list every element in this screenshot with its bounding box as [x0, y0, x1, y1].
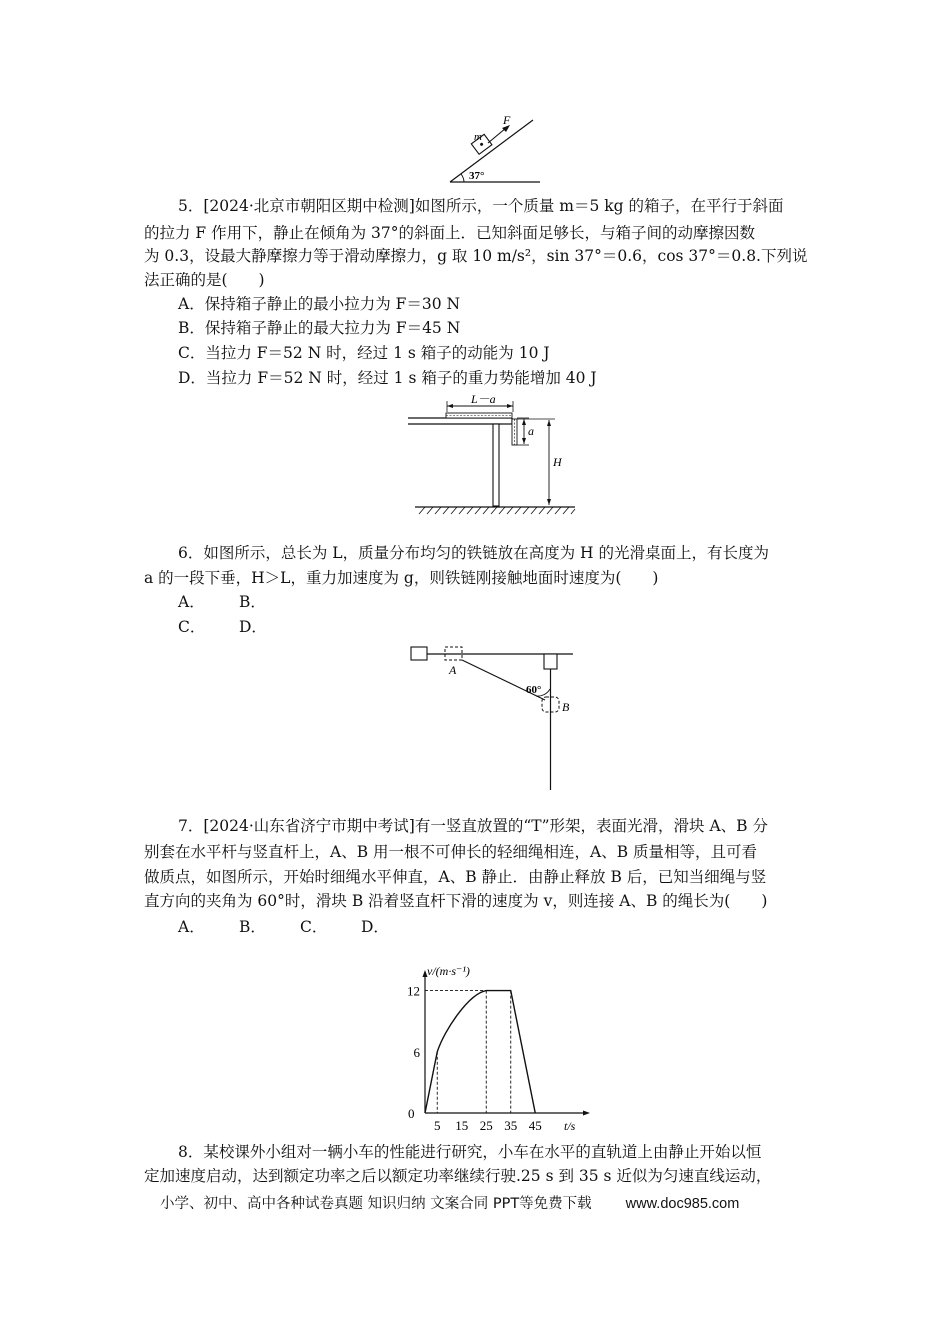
block-a-initial: [411, 647, 427, 660]
q5-option-d: D．当拉力 F＝52 N 时，经过 1 s 箱子的重力势能增加 40 J: [178, 369, 597, 387]
footer-text: 小学、初中、高中各种试卷真题 知识归纳 文案合同 PPT等免费下载: [160, 1196, 592, 1212]
q7-option-b: B．: [239, 918, 266, 936]
footer-url[interactable]: www.doc985.com: [625, 1196, 740, 1212]
x-tick-label: 15: [455, 1118, 469, 1132]
q5-line-4: 法正确的是( ): [144, 271, 265, 289]
x-tick-label: 35: [504, 1118, 518, 1132]
block-b-initial: [544, 654, 557, 669]
q6-option-d: D．: [239, 618, 267, 636]
q6-line-2: a 的一段下垂，H＞L，重力加速度为 g，则铁链刚接触地面时速度为( ): [144, 569, 659, 587]
x-axis-arrow: [583, 1111, 590, 1116]
y-tick-label: 12: [407, 983, 420, 999]
q5-line-2: 的拉力 F 作用下，静止在倾角为 37°的斜面上．已知斜面足够长，与箱子间的动摩擦因数: [144, 224, 756, 242]
angle-label-60: 60°: [526, 684, 542, 696]
x-tick-label: 45: [528, 1118, 542, 1132]
q7-line-1: 7．[2024·山东省济宁市期中考试]有一竖直放置的“T”形架，表面光滑，滑块 A、B 分: [178, 817, 768, 835]
q5-option-a: A．保持箱子静止的最小拉力为 F＝30 N: [178, 295, 461, 313]
velocity-time-chart: [390, 960, 600, 1132]
t-frame-figure: [405, 640, 580, 792]
force-arrow: [488, 128, 506, 143]
q6-option-a: A．: [178, 593, 205, 611]
label-a: A: [449, 663, 457, 677]
x-axis-label: t/s: [564, 1119, 576, 1132]
ground-hatch: [419, 507, 575, 514]
angle-arc: [461, 174, 464, 182]
q7-line-4: 直方向的夹角为 60°时，滑块 B 沿着竖直杆下滑的速度为 v，则连接 A、B 的绳长为( ): [144, 892, 768, 910]
x-tick-label: 5: [434, 1118, 441, 1132]
table-leg: [493, 424, 499, 506]
h-label: H: [553, 455, 562, 469]
chain-table-figure: [405, 392, 580, 520]
q7-option-c: C．: [300, 918, 328, 936]
mass-label: m: [474, 131, 482, 143]
q8-line-2: 定加速度启动，达到额定功率之后以额定功率继续行驶.25 s 到 35 s 近似为匀速直线运动，: [144, 1167, 772, 1185]
origin-label: 0: [408, 1106, 415, 1121]
q7-line-3: 做质点，如图所示，开始时细绳水平伸直，A、B 静止．由静止释放 B 后，已知当细绳与竖: [144, 868, 767, 886]
y-tick-label: 6: [413, 1044, 420, 1060]
x-tick-label: 25: [479, 1118, 493, 1132]
velocity-curve: [425, 991, 535, 1113]
q8-line-1: 8．某校课外小组对一辆小车的性能进行研究，小车在水平的直轨道上由静止开始以恒: [178, 1143, 762, 1161]
incline-figure: [440, 112, 545, 188]
footer: [160, 1192, 739, 1213]
y-axis-label: v/(m·s⁻¹): [427, 964, 470, 978]
q6-line-1: 6．如图所示，总长为 L，质量分布均匀的铁链放在高度为 H 的光滑桌面上，有长度为: [178, 544, 769, 562]
q6-option-c: C．: [178, 618, 206, 636]
q5-line-3: 为 0.3，设最大静摩擦力等于滑动摩擦力，g 取 10 m/s²，sin 37°＝0.6，cos 37°＝0.8.下列说: [144, 247, 808, 265]
q7-line-2: 别套在水平杆与竖直杆上，A、B 用一根不可伸长的轻细绳相连，A、B 质量相等，且可看: [144, 843, 758, 861]
q6-option-b: B．: [239, 593, 266, 611]
q5-line-1: 5．[2024·北京市朝阳区期中检测]如图所示，一个质量 m＝5 kg 的箱子，在平行于斜面: [178, 197, 784, 215]
q5-option-c: C．当拉力 F＝52 N 时，经过 1 s 箱子的动能为 10 J: [178, 344, 550, 362]
a-label: a: [528, 424, 534, 438]
len-label: L－a: [471, 392, 496, 406]
incline-slope: [450, 120, 533, 182]
force-label: F: [503, 113, 511, 127]
q7-option-a: A．: [178, 918, 205, 936]
q7-option-d: D．: [361, 918, 389, 936]
angle-label: 37°: [469, 170, 485, 182]
q5-option-b: B．保持箱子静止的最大拉力为 F＝45 N: [178, 319, 461, 337]
label-b: B: [562, 700, 570, 714]
